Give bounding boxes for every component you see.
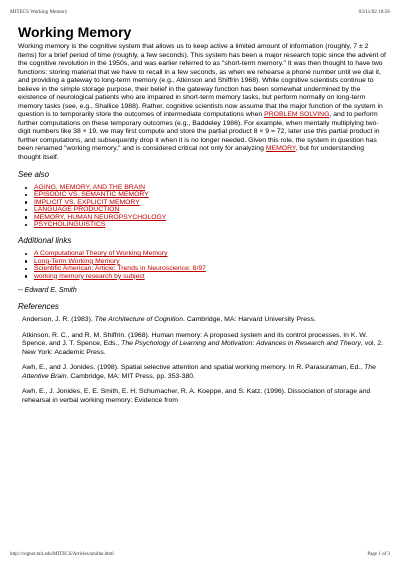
reference-text: Atkinson, R. C., and R. M. Shiffrin. (1968). Human memory: A proposed system and its control processes. In K. W. Spence, and J. T. Spence, Eds., [22,331,368,348]
reference-item [18,364,386,381]
reference-text: , vol. 2. New York: Academic Press. [22,340,384,356]
additional-link-long-term[interactable]: Long-Term Working Memory [34,257,120,265]
article-content [18,24,386,412]
reference-text: Anderson, J. R. (1983). [22,316,95,324]
additional-links-list [18,250,386,280]
header-left: MITECS Working Memory [10,9,68,15]
reference-title: The Attentive Brain [22,364,376,380]
see-also-list [18,184,386,228]
body-text-3: , but for understanding thought itself. [18,145,365,161]
additional-link-research[interactable]: working memory research by subject [34,272,145,280]
reference-item [18,316,386,325]
page-title: Working Memory [18,24,132,40]
see-also-item [34,184,386,191]
see-also-item [34,206,386,213]
reference-text: Awh, E., J. Jonides, E. E. Smith, E. H. Schumacher, R. A. Koeppe, and S. Katz. (1996). Dissociation of storage and rehearsal in verbal working memory: Evidence from [22,388,371,404]
reference-title: The Psychology of Learning and Motivation: Advances in Research and Theory [121,340,361,348]
see-also-item [34,191,386,198]
reference-text: Awh, E., and J. Jonides. (1998). Spatial selective attention and spatial working memory. In R. Parasuraman, Ed., [22,364,365,372]
print-footer [10,552,390,560]
additional-link-item [34,273,386,280]
additional-links-heading: Additional links [18,236,72,246]
see-also-item [34,214,386,221]
reference-text: . Cambridge, MA: MIT Press, pp. 353-380. [66,372,195,380]
see-also-link-neuropsychology[interactable]: MEMORY, HUMAN NEUROPSYCHOLOGY [34,213,167,221]
reference-text: . Cambridge, MA: Harvard University Press. [183,316,316,324]
additional-link-computational[interactable]: A Computational Theory of Working Memory [34,250,168,258]
header-right: 03/11/02 18:56 [358,9,390,15]
link-problem-solving[interactable]: PROBLEM SOLVING [264,111,330,118]
see-also-link-psycholinguistics[interactable]: PSYCHOLINGUISTICS [34,221,106,229]
additional-link-scientific-american[interactable]: Scientific American: Article: Trends in Neuroscience: 8/97 [34,265,206,273]
body-text-2: , and to perform further computations on these temporary outcomes (e.g., Baddeley 1986). For example, when mentally multiplying two-digit numbers like 38 × 19, we may first compute and store the partial product 8 × 9 = 72, later use this partial product in further computations, and subsequently drop it when it is no longer needed. Given this role, the system in question has been renamed "working memory," and is considered critical not only for analyzing [18,111,380,152]
see-also-link-aging[interactable]: AGING, MEMORY, AND THE BRAIN [34,184,146,191]
see-also-link-implicit[interactable]: IMPLICIT VS. EXPLICIT MEMORY [34,198,140,206]
link-memory[interactable]: MEMORY [265,145,296,152]
see-also-item [34,221,386,228]
references-heading: References [18,302,59,312]
body-text-1: Working memory is the cognitive system that allows us to keep active a limited amount of information (roughly, 7 ± 2 items) for a brief period of time (roughly, a few seconds). This system has been a major research topic since the advent of the cognitive revolution in the 1950s, and was earlier referred to as "short-term memory." It was then thought to have two functions: storing material that we have to recall in a few seconds, as when we rehearse a phone number until we dial it, and providing a gateway to long-term memory (e.g., Atkinson and Shiffrin 1968). While cognitive scientists continue to believe in the simple storage purpose, their belief in the gateway function has been somewhat undermined by the existence of neurological patients who are impaired in short-term memory tasks, but perform normally on long-term memory tasks (see, e.g., Shallice 1988). Rather, cognitive scientists now assume that the major function of the system in question is to temporarily store the outcomes of intermediate computations when [18,43,386,118]
additional-link-item [34,265,386,272]
reference-item [18,332,386,358]
see-also-heading: See also [18,170,50,179]
references-list [18,316,386,405]
see-also-item [34,199,386,206]
reference-item [18,388,386,405]
reference-title: The Architecture of Cognition [94,316,184,324]
footer-page-number: Page 1 of 3 [367,552,390,557]
see-also-link-episodic[interactable]: EPISODIC VS. SEMANTIC MEMORY [34,191,149,199]
see-also-link-language[interactable]: LANGUAGE PRODUCTION [34,206,120,214]
footer-url: http://cognet.mit.edu/MITECS/Articles/smithe.html [10,552,114,557]
additional-link-item [34,258,386,265]
additional-link-item [34,250,386,257]
print-header [10,9,390,19]
article-body [18,43,386,162]
author-signature: -- Edward E. Smith [18,287,77,295]
